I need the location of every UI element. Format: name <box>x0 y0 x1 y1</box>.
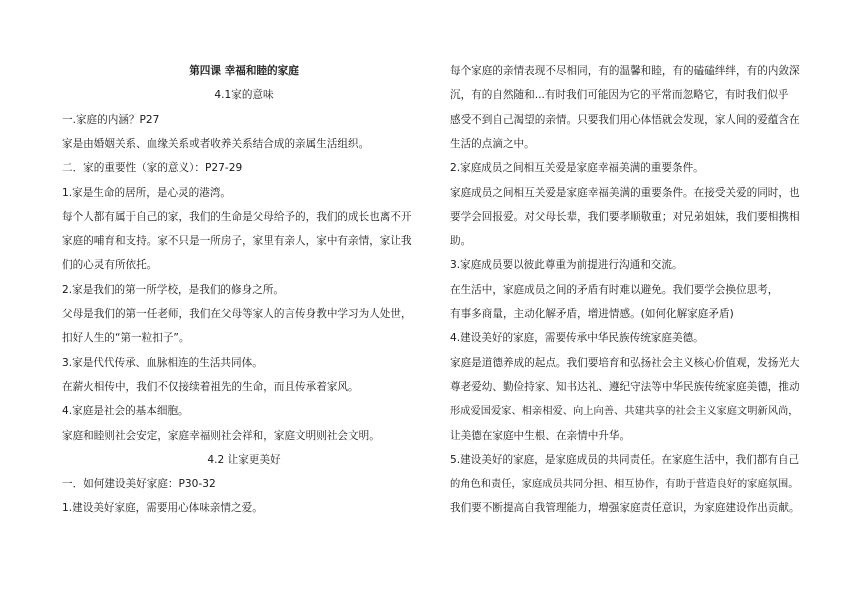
text-line: 在薪火相传中，我们不仅接续着祖先的生命，而且传承着家风。 <box>62 381 359 393</box>
point-heading: 2.家是我们的第一所学校，是我们的修身之所。 <box>62 284 284 296</box>
text-line: 形成爱国爱家、相亲相爱、向上向善、共建共享的社会主义家庭文明新风尚， <box>450 405 799 417</box>
point-heading: 3.家庭成员要以彼此尊重为前提进行沟通和交流。 <box>450 259 683 271</box>
text-line: 们的心灵有所依托。 <box>62 259 158 271</box>
text-line: 家庭和睦则社会安定，家庭幸福则社会祥和，家庭文明则社会文明。 <box>62 430 380 442</box>
section-heading: 4.2 让家更美好 <box>207 454 281 466</box>
text-line: 尊老爱幼、勤俭持家、知书达礼、遵纪守法等中华民族传统家庭美德，推动 <box>450 381 800 393</box>
text-line: 扣好人生的“第一粒扣子”。 <box>62 332 190 344</box>
text-line: 家庭的哺育和支持。家不只是一所房子，家里有亲人，家中有亲情，家让我 <box>62 235 412 247</box>
point-heading: 1.建设美好家庭，需要用心体味亲情之爱。 <box>62 502 263 514</box>
text-line: 生活的点滴之中。 <box>450 138 535 150</box>
text-line: 每个家庭的亲情表现不尽相同，有的温馨和睦，有的磕磕绊绊，有的内敛深 <box>450 65 800 77</box>
text-line: 沉，有的自然随和...有时我们可能因为它的平常而忽略它，有时我们似乎 <box>450 89 789 101</box>
point-heading: 4.家庭是社会的基本细胞。 <box>62 405 189 417</box>
text-line: 家庭是道德养成的起点。我们要培育和弘扬社会主义核心价值观，发扬光大 <box>450 357 800 369</box>
text-line: 家庭成员之间相互关爱是家庭幸福美满的重要条件。在接受关爱的同时，也 <box>450 187 800 199</box>
text-line: 有事多商量，主动化解矛盾，增进情感。(如何化解家庭矛盾) <box>450 308 734 320</box>
question-heading: 一．如何建设美好家庭：P30-32 <box>62 478 216 490</box>
point-heading: 4.建设美好的家庭，需要传承中华民族传统家庭美德。 <box>450 332 704 344</box>
point-heading: 1.家是生命的居所，是心灵的港湾。 <box>62 187 232 199</box>
text-line: 我们要不断提高自我管理能力，增强家庭责任意识，为家庭建设作出贡献。 <box>450 502 800 514</box>
text-line: 感受不到自己渴望的亲情。只要我们用心体悟就会发现，家人间的爱蕴含在 <box>450 114 800 126</box>
text-line: 助。 <box>450 235 472 247</box>
text-line: 让美德在家庭中生根、在亲情中升华。 <box>450 430 631 442</box>
section-heading: 4.1家的意味 <box>214 89 274 101</box>
point-heading: 5.建设美好的家庭，是家庭成员的共同责任。在家庭生活中，我们都有自己 <box>450 454 800 466</box>
text-line: 每个人都有属于自己的家，我们的生命是父母给予的，我们的成长也离不开 <box>62 211 412 223</box>
lesson-title: 第四课 幸福和睦的家庭 <box>189 65 299 77</box>
question-heading: 一.家庭的内涵？P27 <box>62 114 160 126</box>
point-heading: 3.家是代代传承、血脉相连的生活共同体。 <box>62 357 263 369</box>
text-line: 要学会回报爱。对父母长辈，我们要孝顺敬重；对兄弟姐妹，我们要相携相 <box>450 211 800 223</box>
text-line: 的角色和责任，家庭成员共同分担、相互协作，有助于营造良好的家庭氛围。 <box>450 478 799 490</box>
text-line: 父母是我们的第一任老师，我们在父母等家人的言传身教中学习为人处世， <box>62 308 412 320</box>
text-line: 在生活中，家庭成员之间的矛盾有时难以避免。我们要学会换位思考， <box>450 284 779 296</box>
point-heading: 2.家庭成员之间相互关爱是家庭幸福美满的重要条件。 <box>450 162 704 174</box>
question-heading: 二．家的重要性（家的意义）：P27-29 <box>62 162 243 174</box>
text-line: 家是由婚姻关系、血缘关系或者收养关系结合成的亲属生活组织。 <box>62 138 370 150</box>
